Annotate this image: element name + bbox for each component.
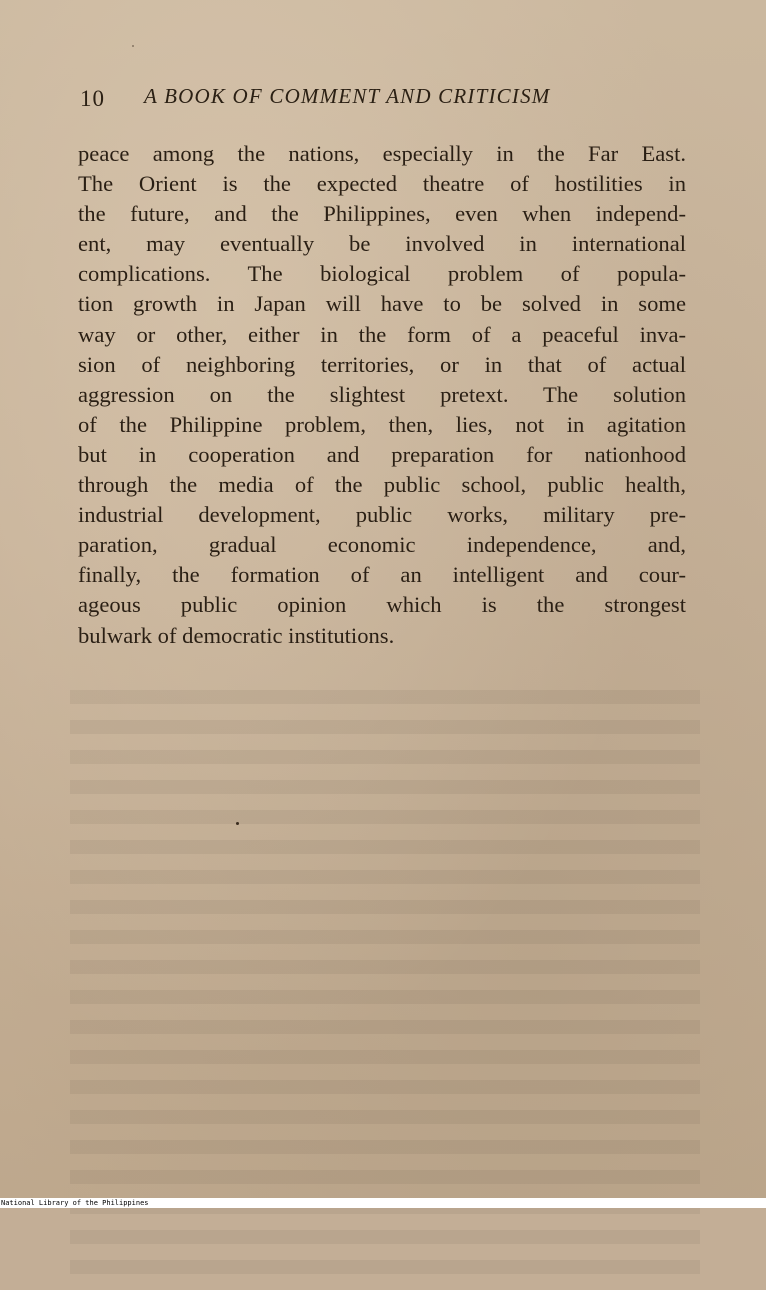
running-title: A BOOK OF COMMENT AND CRITICISM xyxy=(144,84,551,108)
text-line: peace among the nations, especially in the Far East. xyxy=(78,141,686,166)
text-line: tion growth in Japan will have to be solved in some xyxy=(78,291,686,317)
text-line: sion of neighboring territories, or in that of actual xyxy=(78,351,686,377)
text-line: bulwark of democratic institutions. xyxy=(78,622,395,648)
text-line: of the Philippine problem, then, lies, not in agitation xyxy=(78,411,686,437)
text-line: through the media of the public school, public health, xyxy=(78,472,686,498)
bleed-through-texture xyxy=(70,690,700,1190)
text-line: finally, the formation of an intelligent and cour- xyxy=(78,562,686,588)
text-line: The Orient is the expected theatre of hostilities in xyxy=(78,171,686,197)
text-line: paration, gradual economic independence, and, xyxy=(78,532,686,558)
text-line: but in cooperation and preparation for nationhood xyxy=(78,441,686,467)
text-line: ent, may eventually be involved in international xyxy=(78,231,686,257)
page-header xyxy=(80,84,680,114)
body-paragraph xyxy=(78,139,686,651)
text-line: way or other, either in the form of a peaceful inva- xyxy=(78,321,686,347)
text-line: industrial development, public works, military pre- xyxy=(78,502,686,528)
text-line: complications. The biological problem of popula- xyxy=(78,261,686,287)
page-number: 10 xyxy=(80,86,105,111)
text-line: aggression on the slightest pretext. The solution xyxy=(78,381,686,407)
text-line: ageous public opinion which is the strongest xyxy=(78,592,686,618)
ink-speck xyxy=(132,45,134,47)
text-line: the future, and the Philippines, even when independ- xyxy=(78,201,686,227)
library-credit: National Library of the Philippines xyxy=(1,1199,149,1207)
ink-speck xyxy=(236,822,239,825)
